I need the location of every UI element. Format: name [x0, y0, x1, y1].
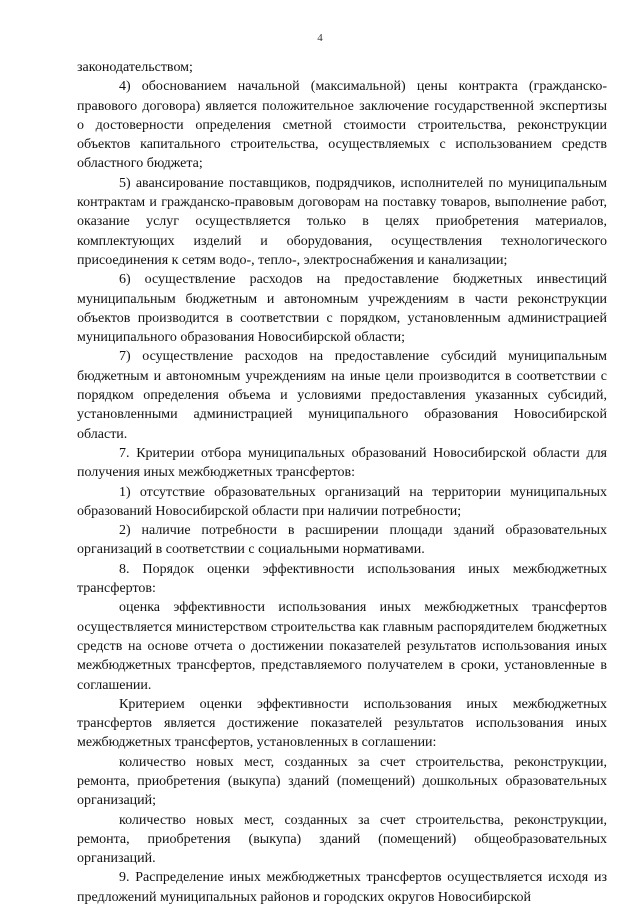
paragraph-item-7: 7) осуществление расходов на предоставление субсидий муниципальным бюджетным и автономным учреждениям на иные цели производится в соответствии с порядком определения объема и условиями предоставления указанных субсидий, установленными администрацией муниципального образования Новосибирской области.: [77, 349, 607, 442]
section-8-heading: 8. Порядок оценки эффективности использования иных межбюджетных трансфертов:: [77, 561, 607, 597]
section-7-heading: 7. Критерии отбора муниципальных образований Новосибирской области для получения иных межбюджетных трансфертов:: [77, 445, 607, 481]
paragraph-continuation: законодательством;: [77, 60, 193, 75]
paragraph-item-6: 6) осуществление расходов на предоставление бюджетных инвестиций муниципальным бюджетным и автономным учреждениям в части реконструкции объектов производится в соответствии с порядком, установленным администрацией муниципального образования Новосибирской области;: [77, 272, 607, 346]
indicator-general-education: количество новых мест, созданных за счет строительства, реконструкции, ремонта, приобретения (выкупа) зданий (помещений) общеобразовательных организаций.: [77, 812, 607, 867]
indicator-preschool: количество новых мест, созданных за счет строительства, реконструкции, ремонта, приобретения (выкупа) зданий (помещений) дошкольных образовательных организаций;: [77, 754, 607, 809]
evaluation-criterion-paragraph: Критерием оценки эффективности использования иных межбюджетных трансфертов является достижение показателей результатов использования иных межбюджетных трансфертов, установленных в соглашении:: [77, 696, 607, 751]
paragraph-item-5: 5) авансирование поставщиков, подрядчиков, исполнителей по муниципальным контрактам и гражданско-правовым договорам на поставку товаров, выполнение работ, оказание услуг осуществляется только в целях приобретения материалов, комплектующих изделий и оборудования, осуществления технологического присоединения к сетям водо-, тепло-, электроснабжения и канализации;: [77, 175, 607, 268]
criterion-2: 2) наличие потребности в расширении площади зданий образовательных организаций в соответствии с социальными нормативами.: [77, 523, 607, 558]
section-9-paragraph: 9. Распределение иных межбюджетных трансфертов осуществляется исходя из предложений муниципальных районов и городских округов Новосибирской: [77, 870, 607, 905]
page-number: 4: [317, 32, 323, 44]
paragraph-item-4: 4) обоснованием начальной (максимальной) цены контракта (гражданско-правового договора) является положительное заключение государственной экспертизы о достоверности определения сметной стоимости строительства, реконструкции объектов капитального строительства, осуществляемых с использованием средств областного бюджета;: [77, 79, 607, 172]
criterion-1: 1) отсутствие образовательных организаций на территории муниципальных образований Новосибирской области при наличии потребности;: [77, 484, 607, 519]
evaluation-paragraph: оценка эффективности использования иных межбюджетных трансфертов осуществляется министерством строительства как главным распорядителем бюджетных средств на основе отчета о достижении показателей результатов использования иных межбюджетных трансфертов, представляемого получателем в сроки, установленные в соглашении.: [77, 600, 607, 693]
document-body: [77, 58, 607, 907]
